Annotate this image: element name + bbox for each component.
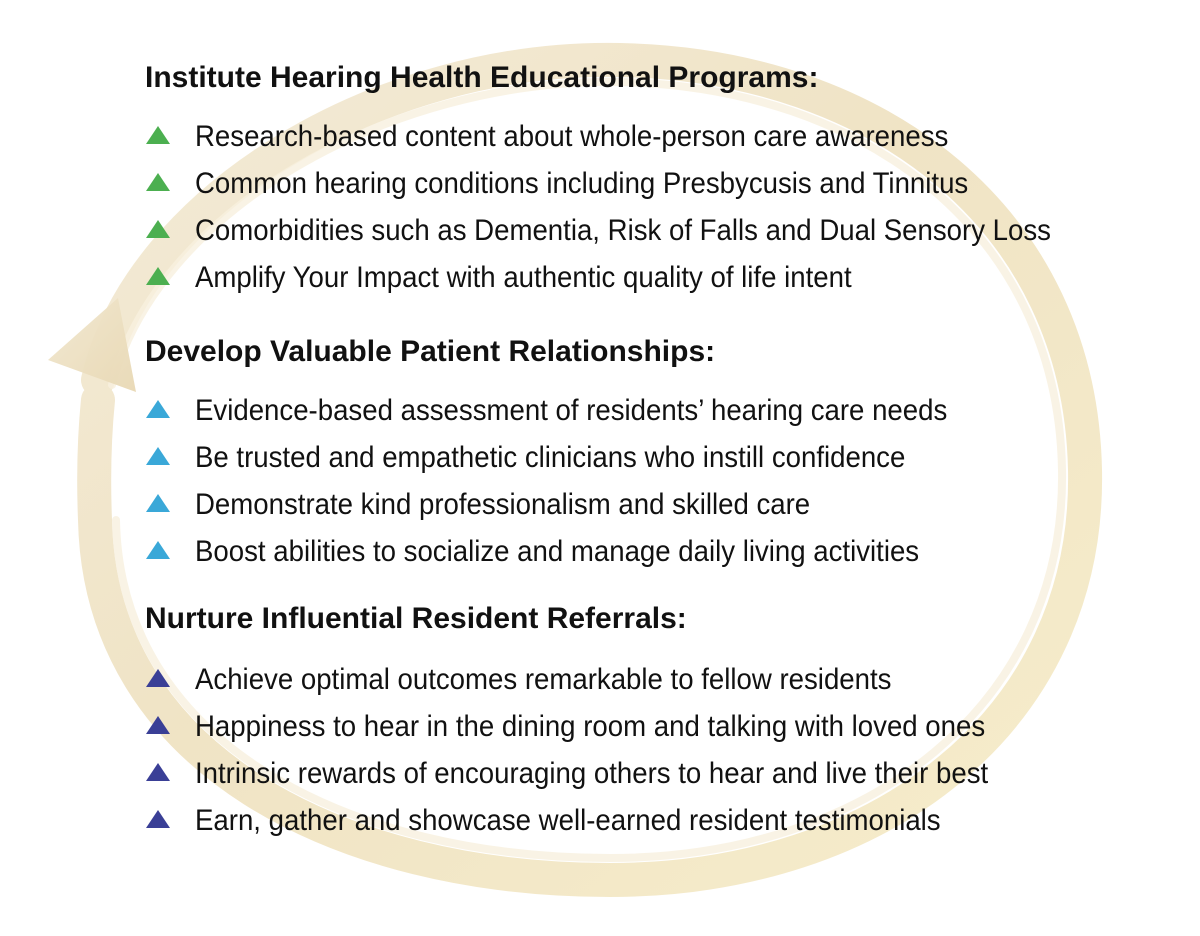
list-item-text: Demonstrate kind professionalism and skilled care [195,488,811,521]
list-item-text: Intrinsic rewards of encouraging others to hear and live their best [195,757,989,790]
list-item [145,253,1185,300]
list-item [145,796,1185,843]
triangle-bullet-icon [145,715,171,735]
list-item [145,480,1185,527]
list-item [145,112,1185,159]
section-patient-relationships [145,334,1185,574]
list-item-text: Earn, gather and showcase well-earned resident testimonials [195,804,941,837]
list-item [145,159,1185,206]
list-item-text: Be trusted and empathetic clinicians who instill confidence [195,441,906,474]
bullet-list [145,386,1185,574]
list-item-text: Achieve optimal outcomes remarkable to fellow residents [195,663,892,696]
list-item [145,386,1185,433]
triangle-bullet-icon [145,668,171,688]
section-educational-programs [145,60,1185,300]
section-title: Develop Valuable Patient Relationships: [145,335,716,368]
list-item-text: Evidence-based assessment of residents’ hearing care needs [195,394,948,427]
triangle-bullet-icon [145,540,171,560]
list-item-text: Comorbidities such as Dementia, Risk of Falls and Dual Sensory Loss [195,214,1051,247]
list-item [145,702,1185,749]
list-item [145,655,1185,702]
list-item-text: Common hearing conditions including Presbycusis and Tinnitus [195,167,969,200]
triangle-bullet-icon [145,266,171,286]
list-item-text: Happiness to hear in the dining room and talking with loved ones [195,710,986,743]
bullet-list [145,112,1185,300]
list-item [145,206,1185,253]
list-item-text: Amplify Your Impact with authentic quality of life intent [195,261,852,294]
bullet-list [145,655,1185,843]
triangle-bullet-icon [145,219,171,239]
section-title: Nurture Influential Resident Referrals: [145,602,687,635]
list-item-text: Boost abilities to socialize and manage daily living activities [195,535,920,568]
section-title: Institute Hearing Health Educational Programs: [145,61,819,94]
triangle-bullet-icon [145,399,171,419]
triangle-bullet-icon [145,446,171,466]
list-item [145,749,1185,796]
list-item [145,527,1185,574]
list-item-text: Research-based content about whole-person care awareness [195,120,949,153]
triangle-bullet-icon [145,809,171,829]
list-item [145,433,1185,480]
triangle-bullet-icon [145,172,171,192]
triangle-bullet-icon [145,762,171,782]
triangle-bullet-icon [145,493,171,513]
section-resident-referrals [145,601,1185,843]
triangle-bullet-icon [145,125,171,145]
